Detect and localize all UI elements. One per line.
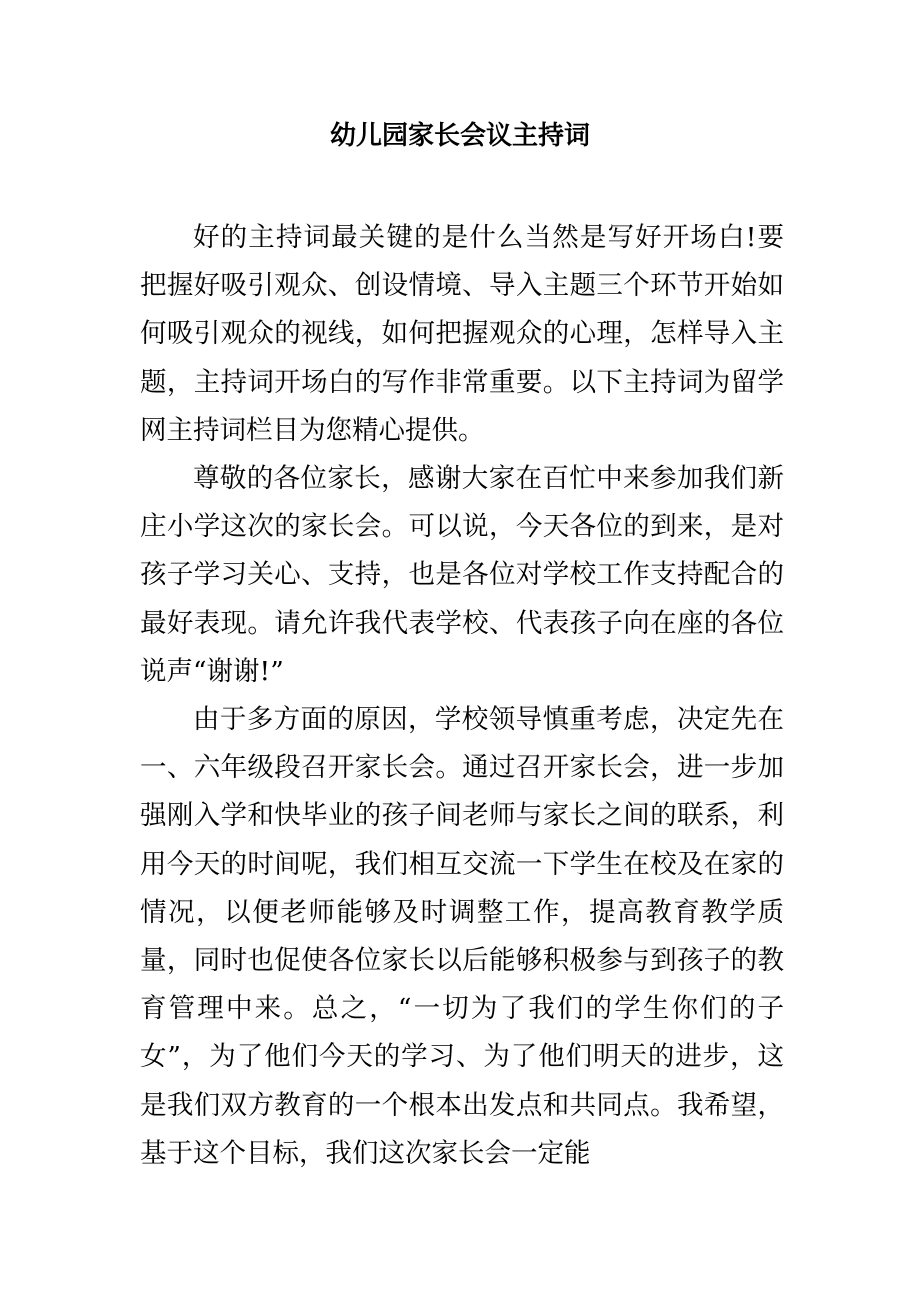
document-title: 幼儿园家长会议主持词	[329, 121, 590, 151]
document-body	[140, 214, 784, 1178]
paragraph-intro: 好的主持词最关键的是什么当然是写好开场白!要把握好吸引观众、创设情境、导入主题三个环节开始如何吸引观众的视线，如何把握观众的心理，怎样导入主题，主持词开场白的写作非常重要。以下主持词为留学网主持词栏目为您精心提供。	[140, 222, 784, 446]
paragraph-greeting: 尊敬的各位家长，感谢大家在百忙中来参加我们新庄小学这次的家长会。可以说，今天各位的到来，是对孩子学习关心、支持，也是各位对学校工作支持配合的最好表现。请允许我代表学校、代表孩子向在座的各位说声“谢谢!”	[140, 463, 784, 687]
paragraph-purpose: 由于多方面的原因，学校领导慎重考虑，决定先在一、六年级段召开家长会。通过召开家长会，进一步加强刚入学和快毕业的孩子间老师与家长之间的联系，利用今天的时间呢，我们相互交流一下学生在校及在家的情况，以便老师能够及时调整工作，提高教育教学质量，同时也促使各位家长以后能够积极参与到孩子的教育管理中来。总之，“一切为了我们的学生你们的子女”，为了他们今天的学习、为了他们明天的进步，这是我们双方教育的一个根本出发点和共同点。我希望，基于这个目标，我们这次家长会一定能	[140, 704, 784, 1169]
